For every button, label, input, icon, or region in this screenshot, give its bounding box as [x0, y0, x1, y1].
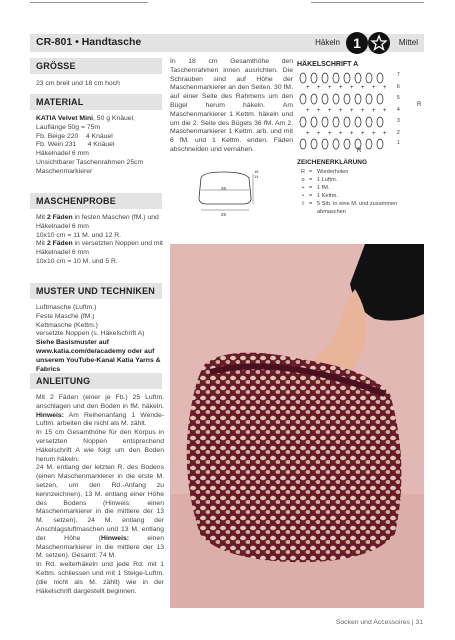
popcorn-stitch-symbol [333, 139, 339, 149]
sc-stitch-symbol: + [383, 131, 387, 137]
sc-stitch-symbol: + [361, 85, 365, 91]
muster-text: Luftmasche (Luftm.) Feste Masche (fM.) Kettmasche (Kettm.) versetzte Noppen (s. Häkelschrift A) Siehe Basismuster auf www.katia.com/de/academy oder auf unserem YouTube-Kanal Katia Yarns & Fabrics [36, 304, 161, 373]
popcorn-stitch-symbol [300, 139, 306, 149]
popcorn-stitch-symbol [322, 117, 328, 127]
popcorn-stitch-symbol [366, 94, 372, 104]
popcorn-stitch-symbol [344, 117, 350, 127]
sc-stitch-symbol: + [361, 131, 365, 137]
sc-stitch-symbol: + [383, 85, 387, 91]
row-number: 5 [397, 95, 400, 101]
popcorn-stitch-symbol [377, 117, 383, 127]
section-heading-anleitung: ANLEITUNG [30, 373, 162, 389]
anleitung-text: Mit 2 Fäden (einer je Fb.) 25 Luftm. anschlagen und den Boden in fM. häkeln. Hinweis: Am Reihenanfang 1 Wende-Luftm. arbeiten die nicht als M. zählt. In 15 cm Gesamthöhe für den Korpus in versetzten Noppen entsprechend Häkelschrift A wie folgt um den Boden herum häkeln: 24 M. entlang der letzten R. des Bodens (einen Maschenmarkierer in die erste M. setzen, um den Rd.-Anfang zu kennzeichnen), 13 M. entlang einer Höhe des Bodens (Hinweis: einen Maschenmarkierer in die mittlere der 13 M. setzen), 24 M. entlang der Anschlagsluftmaschen und 13 M. entlang der Höhe (Hinweis: einen Maschenmarkierer in die mittlere der 13 M. setzen). Gesamt: 74 M. In Rd. weiterhäkeln und jede Rd. mit 1 Kettm. schliessen und mit 1 Steige-Luftm. (die nicht als M. zählt) wie in der Häkelschrift dargestellt beginnen. [36, 394, 164, 595]
maschenprobe-text: Mit 2 Fäden in festen Maschen (fM.) und Häkelnadel 6 mm 10x10 cm = 11 M. und 12 R. Mit 2 Fäden in versetzten Noppen und mit Häkelnadel 6 mm 10x10 cm = 10 M. und 5 R. [36, 214, 163, 265]
row-number: 7 [397, 72, 400, 78]
row-number: 3 [397, 118, 400, 124]
popcorn-stitch-symbol [344, 94, 350, 104]
sc-stitch-symbol: + [383, 108, 387, 114]
product-photo [170, 244, 424, 608]
popcorn-stitch-symbol [355, 117, 361, 127]
popcorn-stitch-symbol [366, 117, 372, 127]
legend-item: o = 1 Luftm. [301, 177, 338, 183]
section-heading-muster: MUSTER UND TECHNIKEN [30, 283, 162, 299]
dim-width: 25 [221, 212, 227, 217]
dim-height: 18 14 [254, 169, 259, 179]
sc-stitch-symbol: + [317, 131, 321, 137]
sc-stitch-symbol: + [350, 85, 354, 91]
instructions-continued: In 18 cm Gesamthöhe den Taschenrahmen innen ausrichten. Die Schrauben sind auf Höhe der Maschenmarkierer an den Seiten. 30 fM. auf einer Seite des Rahmens um den Bügel herum häkeln. Am Maschenmarkierer 1 Kettm. häkeln und um die 2. Seite des Bügels 36 fM. Am 2. Maschenmarkierer 1 Kettm. arb. und mit 6 fM. und 1 Kettm. enden. Fäden abschneiden und vernähen. [170, 58, 293, 153]
popcorn-stitch-symbol [300, 94, 306, 104]
legend-item: + = 1 fM. [301, 185, 330, 191]
repeat-label-side: R [417, 102, 422, 108]
page-footer: Socken und Accessoires | 31 [335, 619, 423, 626]
sc-stitch-symbol: + [372, 85, 376, 91]
level-badge: 1 [346, 32, 368, 54]
sc-stitch-symbol: + [306, 131, 310, 137]
sc-stitch-symbol: + [306, 85, 310, 91]
popcorn-stitch-symbol [333, 94, 339, 104]
legend-item: • = 1 Kettm. [302, 193, 338, 199]
sc-stitch-symbol: + [350, 108, 354, 114]
level-text: Mittel [398, 38, 418, 47]
section-heading-maschenprobe: MASCHENPROBE [30, 193, 162, 209]
legend-title: ZEICHENERKLÄRUNG [297, 159, 368, 166]
crochet-chart [297, 70, 423, 154]
row-number: 4 [397, 107, 400, 113]
popcorn-stitch-symbol [366, 73, 372, 83]
pattern-header [30, 34, 424, 52]
popcorn-stitch-symbol [344, 73, 350, 83]
sc-stitch-symbol: + [317, 108, 321, 114]
sc-stitch-symbol: + [328, 85, 332, 91]
sc-stitch-symbol: + [306, 108, 310, 114]
sc-stitch-symbol: + [372, 108, 376, 114]
repeat-label-bottom: R [357, 148, 362, 154]
popcorn-stitch-symbol [333, 117, 339, 127]
popcorn-stitch-symbol [377, 94, 383, 104]
page-title: CR-801 • Handtasche [36, 36, 142, 48]
legend-item: R = Wiederholen [300, 169, 349, 175]
row-number: 2 [397, 130, 400, 136]
sc-stitch-symbol: + [339, 131, 343, 137]
row-number: 1 [397, 140, 400, 146]
popcorn-stitch-symbol [355, 94, 361, 104]
sc-stitch-symbol: + [361, 108, 365, 114]
popcorn-stitch-symbol [366, 139, 372, 149]
sc-stitch-symbol: + [328, 131, 332, 137]
popcorn-stitch-symbol [311, 73, 317, 83]
sc-stitch-symbol: + [328, 108, 332, 114]
symbol-legend [297, 168, 423, 216]
popcorn-stitch-symbol [300, 117, 306, 127]
popcorn-stitch-symbol [377, 139, 383, 149]
groesse-text: 23 cm breit und 18 cm hoch [36, 80, 120, 87]
top-rule-left [30, 2, 148, 3]
popcorn-stitch-symbol [377, 73, 383, 83]
sc-stitch-symbol: + [372, 131, 376, 137]
popcorn-stitch-symbol [322, 94, 328, 104]
row-number: 6 [397, 84, 400, 90]
popcorn-stitch-symbol [333, 73, 339, 83]
popcorn-stitch-symbol [311, 94, 317, 104]
sc-stitch-symbol: + [339, 85, 343, 91]
star-icon [368, 32, 390, 54]
level-label: Häkeln [315, 38, 340, 47]
bag-dimension-diagram [193, 168, 265, 220]
popcorn-stitch-symbol [300, 73, 306, 83]
sc-stitch-symbol: + [350, 131, 354, 137]
popcorn-stitch-symbol [322, 139, 328, 149]
top-rule-right [311, 2, 424, 3]
sc-stitch-symbol: + [317, 85, 321, 91]
sc-stitch-symbol: + [339, 108, 343, 114]
section-heading-groesse: GRÖSSE [30, 58, 162, 74]
popcorn-stitch-symbol [311, 139, 317, 149]
legend-item: ◊ = 5 Stb. in eine M. und zusammen abmaschen [301, 201, 398, 215]
popcorn-stitch-symbol [355, 73, 361, 83]
chart-title: HÄKELSCHRIFT A [297, 61, 359, 68]
section-heading-material: MATERIAL [30, 94, 162, 110]
dim-depth: 26 [221, 186, 227, 191]
popcorn-stitch-symbol [311, 117, 317, 127]
popcorn-stitch-symbol [344, 139, 350, 149]
popcorn-stitch-symbol [322, 73, 328, 83]
material-text: KATIA Velvet Mini, 50 g Knäuel, Lauflänge 50g = 75m Fb. Beige 220 4 Knäuel Fb. Wein 231 4 Knäuel Häkelnadel 6 mm Unsichtbarer Taschenrahmen 25cm Maschenmarkierer [36, 115, 144, 175]
